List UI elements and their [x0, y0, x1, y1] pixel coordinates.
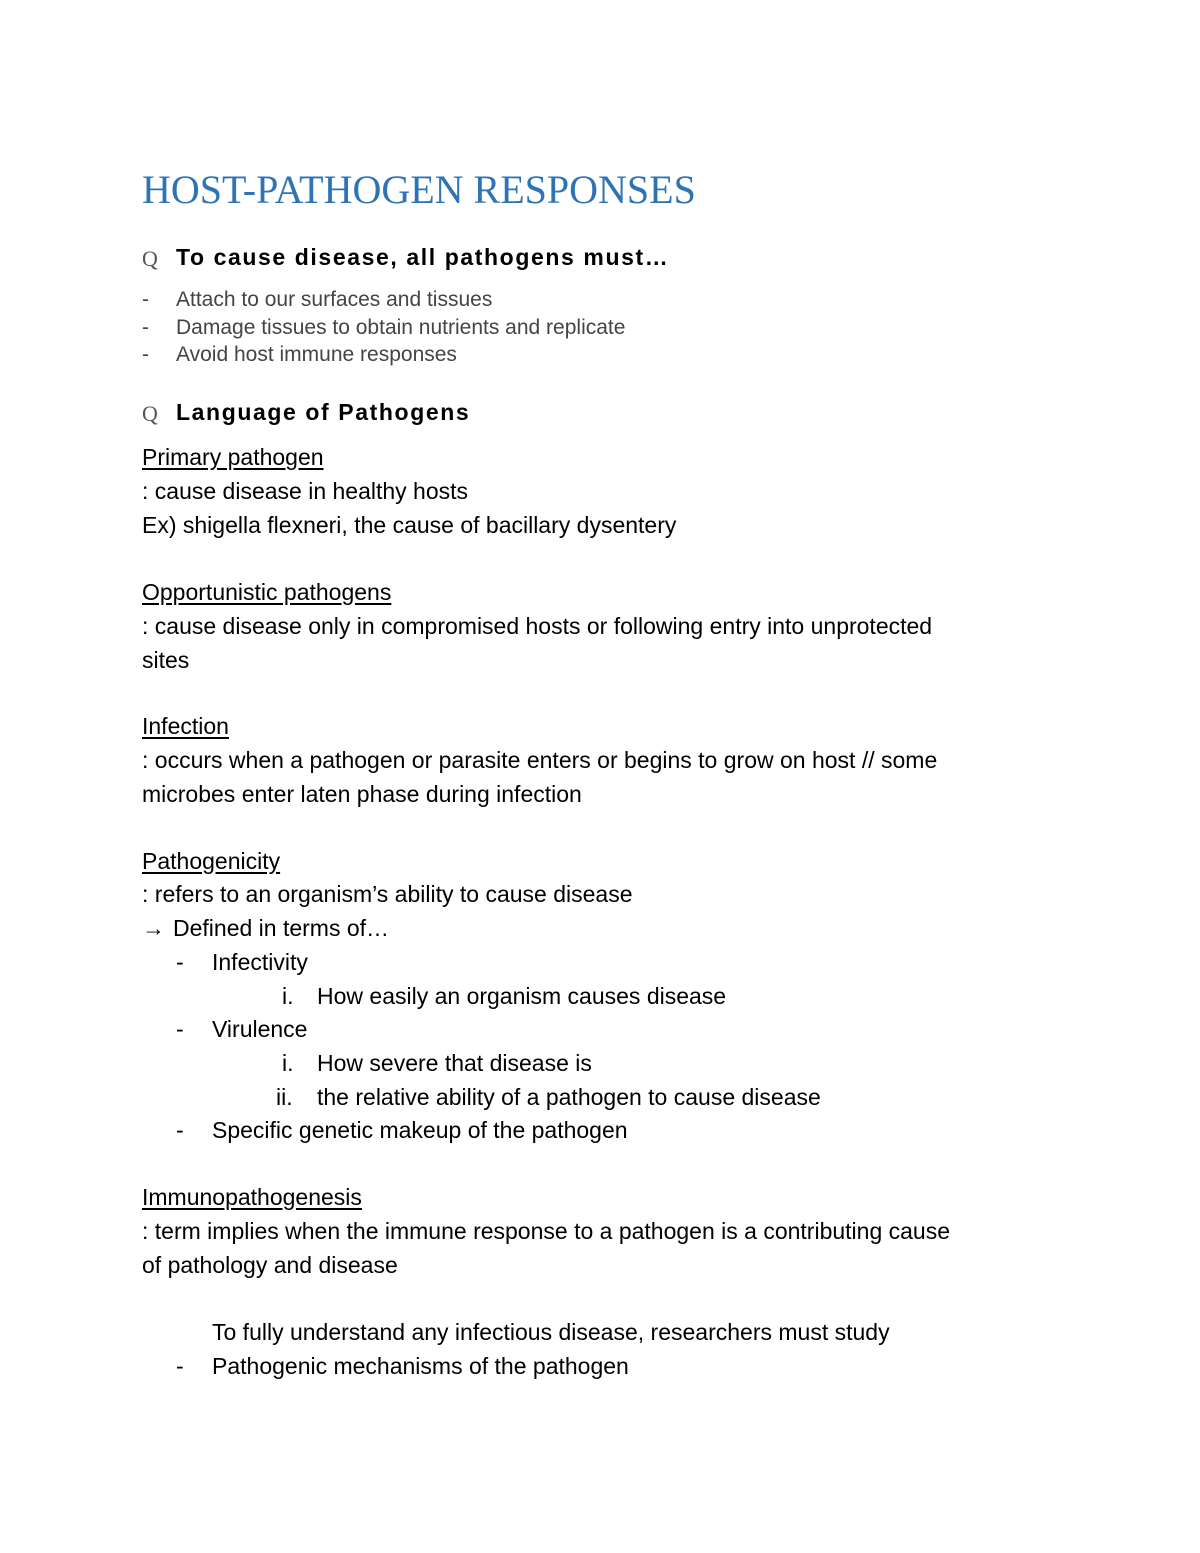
dash-marker: - [142, 288, 149, 311]
list-item-virulence: Virulence [212, 1016, 308, 1042]
list-item-infectivity: Infectivity [212, 949, 308, 975]
section-heading-text: Language of Pathogens [176, 399, 471, 425]
definition: microbes enter laten phase during infection [142, 781, 582, 807]
term-opportunistic-pathogens: Opportunistic pathogens [142, 579, 392, 605]
example: Ex) shigella flexneri, the cause of bacillary dysentery [142, 512, 677, 538]
definition: : occurs when a pathogen or parasite enters or begins to grow on host // some [142, 747, 938, 773]
defined-in-terms: Defined in terms of… [173, 915, 390, 941]
definition: of pathology and disease [142, 1252, 398, 1278]
q-bullet-icon: Q [142, 401, 158, 426]
page-title: HOST-PATHOGEN RESPONSES [142, 167, 696, 212]
section-heading-must [0, 246, 1200, 276]
list-item-mechanisms: Pathogenic mechanisms of the pathogen [212, 1353, 629, 1379]
term-infection: Infection [142, 713, 229, 739]
dash-marker: - [176, 949, 184, 975]
definition: : cause disease in healthy hosts [142, 478, 469, 504]
definition: : term implies when the immune response to a pathogen is a contributing cause [142, 1218, 950, 1244]
sub-list-item: How severe that disease is [317, 1050, 592, 1076]
dash-marker: - [176, 1117, 184, 1143]
q-bullet-icon: Q [142, 246, 158, 271]
sub-list-item: How easily an organism causes disease [317, 983, 727, 1009]
list-item: Damage tissues to obtain nutrients and replicate [176, 316, 626, 339]
term-immunopathogenesis: Immunopathogenesis [142, 1184, 362, 1210]
term-primary-pathogen: Primary pathogen [142, 444, 324, 470]
roman-numeral: i. [282, 983, 294, 1009]
section-heading-language [0, 401, 1200, 431]
definition: : cause disease only in compromised hosts or following entry into unprotected [142, 613, 933, 639]
definition: : refers to an organism’s ability to cause disease [142, 881, 633, 907]
roman-numeral: ii. [276, 1084, 293, 1110]
list-item: Avoid host immune responses [176, 343, 457, 366]
list-item-genetic: Specific genetic makeup of the pathogen [212, 1117, 628, 1143]
list-item: Attach to our surfaces and tissues [176, 288, 493, 311]
definition: sites [142, 647, 190, 673]
dash-marker: - [142, 343, 149, 366]
dash-marker: - [176, 1353, 184, 1379]
study-intro: To fully understand any infectious disease, researchers must study [212, 1319, 890, 1345]
term-pathogenicity: Pathogenicity [142, 848, 281, 874]
sub-list-item: the relative ability of a pathogen to cause disease [317, 1084, 821, 1110]
section-heading-text: To cause disease, all pathogens must… [176, 244, 670, 270]
dash-marker: - [142, 316, 149, 339]
roman-numeral: i. [282, 1050, 294, 1076]
dash-marker: - [176, 1016, 184, 1042]
arrow-icon: → [142, 915, 165, 941]
